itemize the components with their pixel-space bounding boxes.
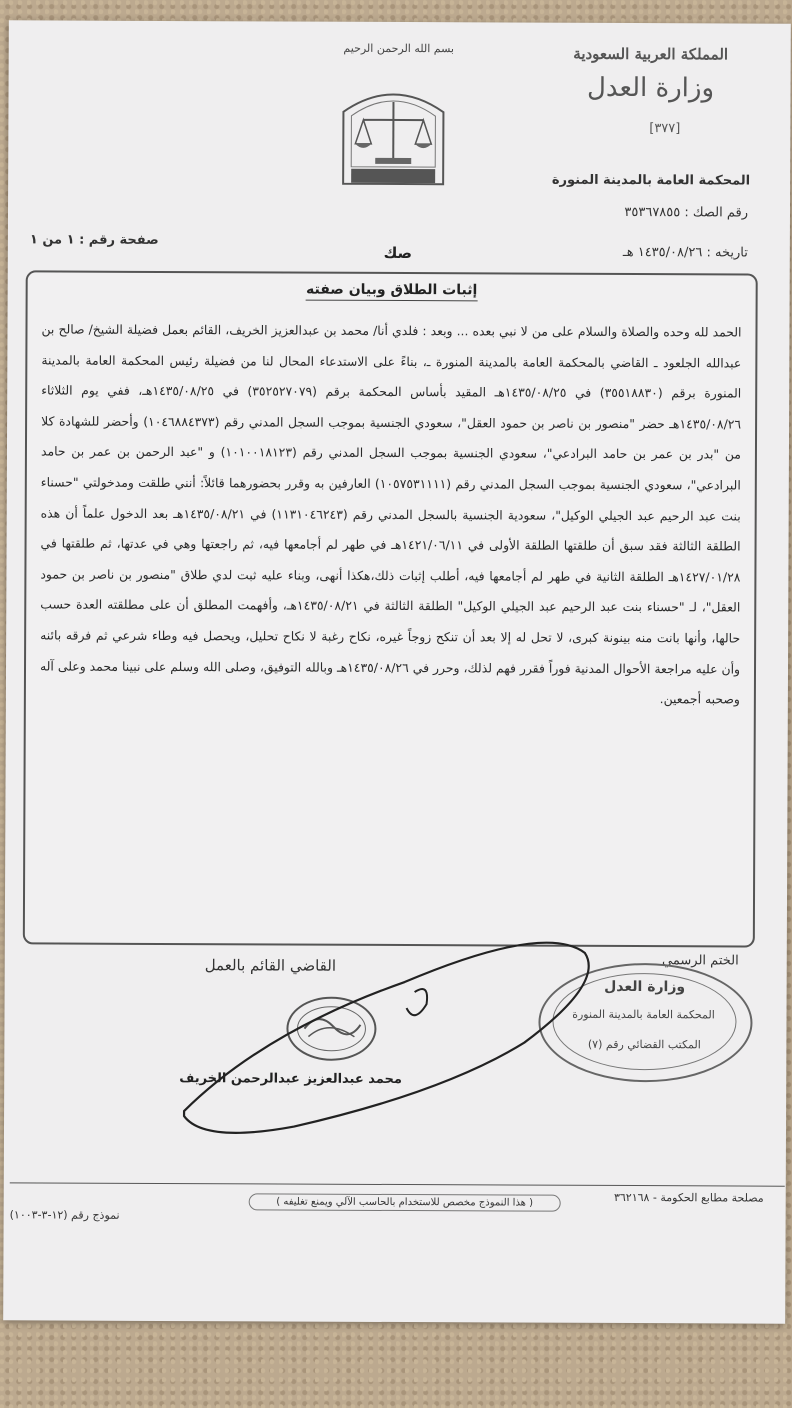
deed-title: إثبات الطلاق وبيان صفته (28, 280, 756, 299)
usage-notice: ( هذا النموذج مخصص للاستخدام بالحاسب الآلي ويمنع تغليفه ) (249, 1193, 561, 1211)
ministry-heading: وزارة العدل (586, 72, 715, 104)
signature-scribble-icon (144, 911, 605, 1153)
deed-label: صك (383, 243, 413, 263)
deed-date: تاريخه : ١٤٣٥/٠٨/٢٦ هـ (622, 244, 748, 261)
page-number: صفحة رقم : ١ من ١ (29, 232, 159, 248)
printer-note: مصلحة مطابع الحكومة - ٣٦٢١٦٨ (613, 1190, 764, 1205)
reference-code: [٣٧٧] (649, 121, 681, 137)
deed-text: الحمد لله وحده والصلاة والسلام على من لا نبي بعده ... وبعد : فلدي أنا/ محمد بن عبدالعزيز الخريف، القائم بعمل فضيلة الشيخ/ صالح بن عبدالله الجلعود ـ القاضي بالمحكمة العامة بالمدينة المنورة ـ، بناءً على الاستدعاء المحال لنا من فضيلة رئيس المحكمة العامة بالمدينة المنورة برقم (٣٥٥١٨٨٣٠) في ١٤٣٥/٠٨/٢٥هـ المقيد بأساس المحكمة برقم (٣٥٢٥٢٧٠٧٩) في ١٤٣٥/٠٨/٢٥هـ، ففي يوم الثلاثاء ١٤٣٥/٠٨/٢٦هـ حضر "منصور بن ناصر بن حمود العقل"، سعودي الجنسية بموجب السجل المدني رقم (١٠٤٦٨٨٤٣٧٣) وأحضر للشهادة كلا من "بدر بن عمر بن حامد البرادعي"، سعودي الجنسية بموجب السجل المدني رقم (١٠١٠٠١٨١٢٣) و "عبد الرحمن بن عمر بن حامد البرادعي"، سعودي الجنسية بموجب السجل المدني رقم (١٠٥٧٥٣١١١١) العارفين به وقرر بحضورهما قائلاً: أنني طلقت ومدخولتي "حسناء بنت عبد الرحيم عبد الجيلي الوكيل"، سعودية الجنسية بالسجل المدني رقم (١١٣١٠٤٦٢٤٣) في ١٤٣٥/٠٨/٢١هـ بعد الدخول علماً أن هذه الطلقة الثالثة فقد سبق أن طلقتها الطلقة الأولى في ١٤٢١/٠٦/١١هـ في طهر لم أجامعها فيه، ثم راجعتها وهي في عدتها، ثم طلقتها في ١٤٢٧/٠١/٢٨هـ الطلقة الثانية في طهر لم أجامعها فيه، أطلب إثبات ذلك،هكذا أنهى، وبناء عليه ثبت لدي طلاق "منصور بن ناصر بن حمود العقل"، لـ "حسناء بنت عبد الرحيم عبد الجيلي الوكيل" الطلقة الثالثة في ١٤٣٥/٠٨/٢١هـ، وأفهمت المطلق أن على مطلقته العدة حسب حالها، وأنها بانت منه بينونة كبرى، لا تحل له إلا بعد أن تنكح زوجاً غيره، نكاح رغبة لا نكاح تحليل، ويحصل فيه وطاء شرعي ثم فرقه بائنه وأن عليه مراجعة الأحوال المدنية فوراً فقرر فهم لذلك، وحرر في ١٤٣٥/٠٨/٢٦هـ وبالله التوفيق، وصلى الله وسلم على نبينا محمد وعلى آله وصحبه أجمعين. (39, 321, 742, 707)
stamp-court: المحكمة العامة بالمدينة المنورة (572, 1007, 715, 1022)
official-stamp-label: الختم الرسمي (662, 953, 739, 969)
judge-title: القاضي القائم بالعمل (204, 956, 337, 975)
deed-number: رقم الصك : ٣٥٣٦٧٨٥٥ (624, 204, 749, 221)
stamp-office: المكتب القضائي رقم (٧) (587, 1037, 701, 1052)
deed-body-frame (23, 270, 758, 947)
ministry-emblem-icon (333, 72, 454, 193)
court-name: المحكمة العامة بالمدينة المنورة (551, 172, 751, 189)
form-number: نموذج رقم (١٢-٣-١٠٠٣) (9, 1208, 120, 1222)
footer-divider (10, 1182, 785, 1186)
stamp-ministry: وزارة العدل (604, 978, 686, 996)
kingdom-heading: المملكة العربية السعودية (573, 44, 729, 64)
court-deed-document (3, 20, 791, 1323)
basmala: بسم الله الرحمن الرحيم (343, 41, 455, 56)
judge-name: محمد عبدالعزيز عبدالرحمن الخريف (179, 1071, 402, 1088)
